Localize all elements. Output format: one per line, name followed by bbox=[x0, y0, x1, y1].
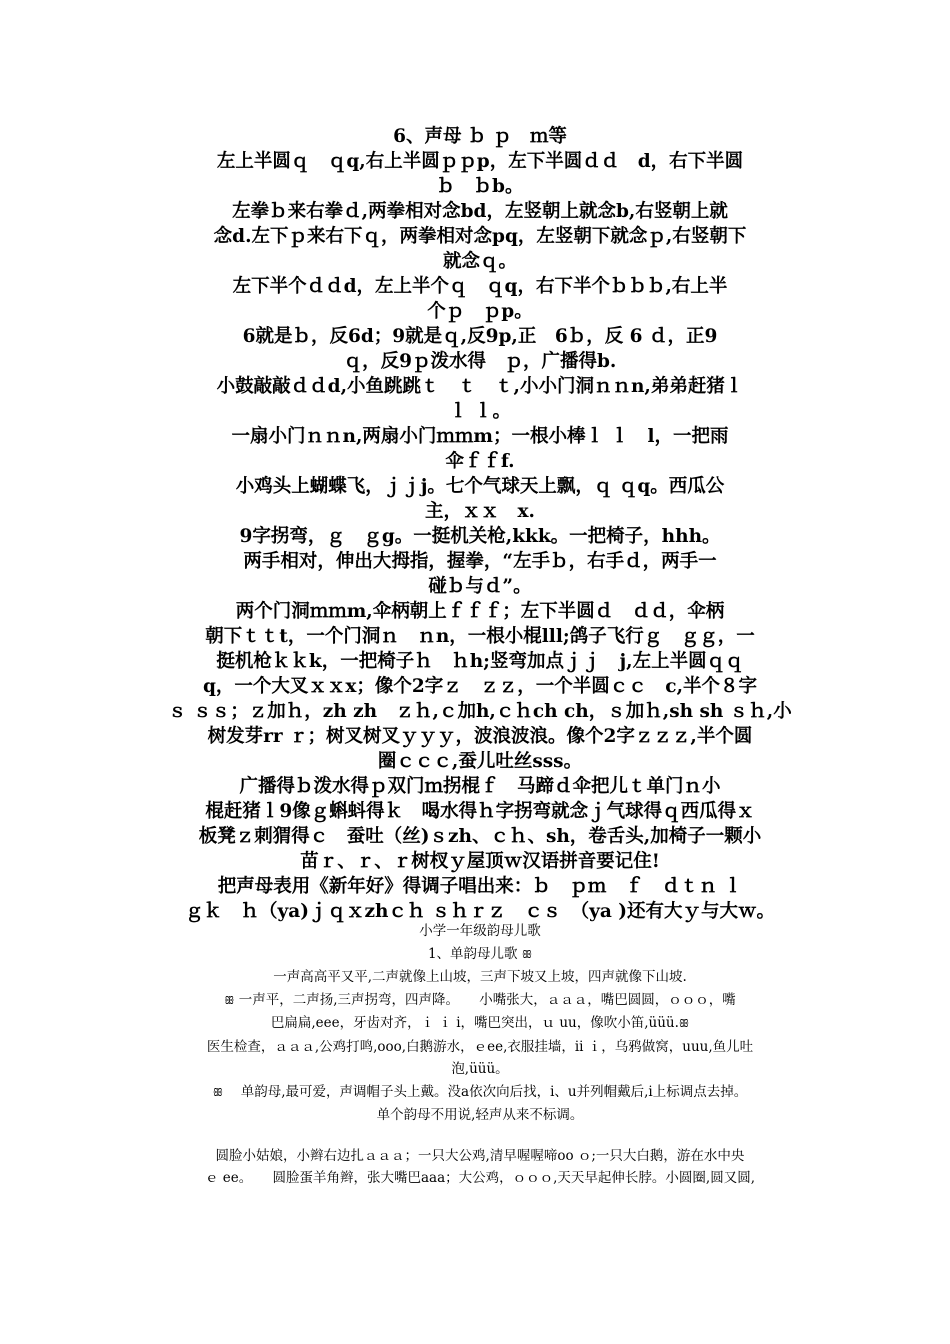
text-line: 苗ｒ、ｒ、ｒ树杈ｙ屋顶ｗ汉语拼音要记住! bbox=[300, 851, 660, 872]
text-line: ｌ ｌ。 bbox=[449, 401, 511, 422]
text-line: 小鼓敲敲ｄｄd,小鱼跳跳ｔ ｔ ｔ,小小门洞ｎｎn,弟弟赶猪ｌ bbox=[216, 376, 744, 397]
ornament-icon: ꕥ bbox=[212, 1085, 223, 1099]
text-line: 把声母表用《新年好》得调子唱出来：ｂ ｐｍ ｆ ｄｔｎ ｌ bbox=[217, 876, 743, 897]
text-line: ｅ ee。 圆脸蛋羊角辫，张大嘴巴aaa；大公鸡，ｏｏｏ,天天早起伸长脖。小圆圈,圆又圆, bbox=[204, 1170, 756, 1186]
text-line: 医生检查，ａａａ,公鸡打鸣,ooo,白鹅游水，ｅee,衣服挂墙，ii ｉ，乌鸦做窝，uuu,鱼儿吐 bbox=[206, 1038, 754, 1055]
text-line: q，一个大叉ｘｘx；像个2字ｚ ｚｚ，一个半圆ｃｃ c,半个８字 bbox=[202, 676, 758, 697]
text-line: 单个韵母不用说,轻声从来不标调。 bbox=[376, 1107, 584, 1123]
text-line: 两个门洞ｍｍm,伞柄朝上ｆｆｆ；左下半圆ｄ ｄｄ，伞柄 bbox=[235, 601, 725, 622]
text-line: 树发芽rr ｒ；树叉树叉ｙｙｙ，波浪波浪。像个2字ｚｚｚ,半个圆 bbox=[207, 726, 753, 747]
text-line: 6就是ｂ，反6d；9就是ｑ,反9p,正 6ｂ，反 6 ｄ，正9 bbox=[242, 326, 718, 347]
text-line: 一扇小门ｎｎn,两扇小门ｍｍm；一根小棒ｌ ｌ l，一把雨 bbox=[231, 426, 729, 447]
text-line-content: 巴扁扁,eee，牙齿对齐，ｉ ｉ i，嘴巴突出，ｕ uu，像吹小笛,üüü. bbox=[270, 1015, 679, 1031]
text-line: 左下半个ｄｄd，左上半个ｑ ｑq，右下半个ｂｂｂ,右上半 bbox=[232, 276, 728, 297]
text-line: 左上半圆ｑ ｑq,右上半圆ｐｐp，左下半圆ｄｄ d，右下半圆 bbox=[216, 151, 744, 172]
finals-rhyme-section bbox=[150, 920, 810, 1190]
text-line: 泡,üüü。 bbox=[451, 1061, 509, 1077]
text-line bbox=[150, 1012, 810, 1036]
text-line: 小鸡头上蝴蝶飞，ｊｊj。七个气球天上飘，ｑ ｑq。西瓜公 bbox=[235, 476, 725, 497]
ornament-icon: ꕥ bbox=[224, 993, 235, 1007]
text-line: 朝下ｔｔt，一个门洞ｎ ｎn，一根小棍lll;鸽子飞行ｇ ｇｇ，一 bbox=[205, 626, 755, 647]
text-line bbox=[150, 989, 810, 1013]
text-line: 就念ｑ。 bbox=[442, 251, 517, 272]
text-line: ｑ，反9ｐ泼水得 ｐ，广播得b. bbox=[343, 351, 617, 372]
text-line-content: 单韵母,最可爱，声调帽子头上戴。没a依次向后找，i、u并列帽戴后,i上标调点去掉。 bbox=[240, 1083, 748, 1100]
text-line: 个ｐ ｐp。 bbox=[427, 301, 533, 322]
text-line: 圈ｃｃｃ,蚕儿吐丝sss。 bbox=[377, 751, 583, 772]
text-line: ｓ ｓｓ；ｚ加ｈ，zh zh ｚｈ,ｃ加h,ｃｈch ch，ｓ加ｈ,sh sh ｓｈ,小 bbox=[168, 701, 792, 722]
subtitle-text: 1、单韵母儿歌 bbox=[427, 945, 518, 962]
text-line: 伞ｆｆf. bbox=[445, 451, 515, 472]
text-line: 圆脸小姑娘，小辫右边扎ａａａ；一只大公鸡,清早喔喔啼oo ｏ;一只大白鹅，游在水中央 bbox=[215, 1147, 745, 1164]
text-line: ｂ ｂb。 bbox=[436, 176, 524, 197]
text-line: ｇｋ ｈ（ya)ｊｑｘzhｃｈ ｓｈｒｚ ｃｓ （ya )还有大ｙ与大ｗ。 bbox=[184, 901, 776, 922]
paragraph-gap bbox=[150, 1127, 810, 1145]
ornament-icon: ꕥ bbox=[678, 1017, 690, 1030]
text-line: 9字拐弯，ｇ ｇg。一挺机关枪,kkk。一把椅子，hhh。 bbox=[239, 526, 721, 547]
text-line: 挺机枪ｋｋk，一把椅子ｈ ｈh;竖弯加点ｊｊ j,左上半圆ｑｑ bbox=[216, 651, 744, 672]
section-heading: 6、声母 ｂ ｐ ｍ等 bbox=[393, 126, 567, 147]
text-line: 念d.左下ｐ来右下ｑ，两拳相对念pq，左竖朝下就念ｐ,右竖朝下 bbox=[213, 226, 747, 247]
text-line: 棍赶猪ｌ9像ｇ蝌蚪得ｋ 喝水得ｈ字拐弯就念ｊ气球得ｑ西瓜得ｘ bbox=[205, 801, 755, 822]
text-line: 两手相对，伸出大拇指，握拳，“左手ｂ，右手ｄ，两手一 bbox=[243, 551, 717, 572]
section-title: 小学一年级韵母儿歌 bbox=[419, 923, 541, 939]
text-line: 板凳ｚ刺猬得ｃ 蚕吐（丝)ｓzh、ｃｈ、sh，卷舌头,加椅子一颗小 bbox=[198, 826, 762, 847]
text-line: 广播得ｂ泼水得ｐ双门ｍ拐棍ｆ 马蹄ｄ伞把儿ｔ单门ｎ小 bbox=[239, 776, 721, 797]
initials-song-section bbox=[150, 124, 810, 924]
ornament-icon: ꕥ bbox=[521, 947, 533, 961]
text-line bbox=[150, 1081, 810, 1105]
subsection-title bbox=[150, 943, 810, 967]
text-line: 碰ｂ与ｄ”。 bbox=[428, 576, 532, 597]
text-line: 主，ｘｘ x. bbox=[425, 501, 535, 522]
text-line-content: 一声平，二声扬,三声拐弯，四声降。 小嘴张大，ａａａ，嘴巴圆圆，ｏｏｏ，嘴 bbox=[238, 991, 736, 1008]
text-line: 左拳ｂ来右拳ｄ,两拳相对念bd，左竖朝上就念b,右竖朝上就 bbox=[232, 201, 728, 222]
text-line: 一声高高平又平,二声就像上山坡，三声下坡又上坡，四声就像下山坡. bbox=[273, 969, 687, 985]
